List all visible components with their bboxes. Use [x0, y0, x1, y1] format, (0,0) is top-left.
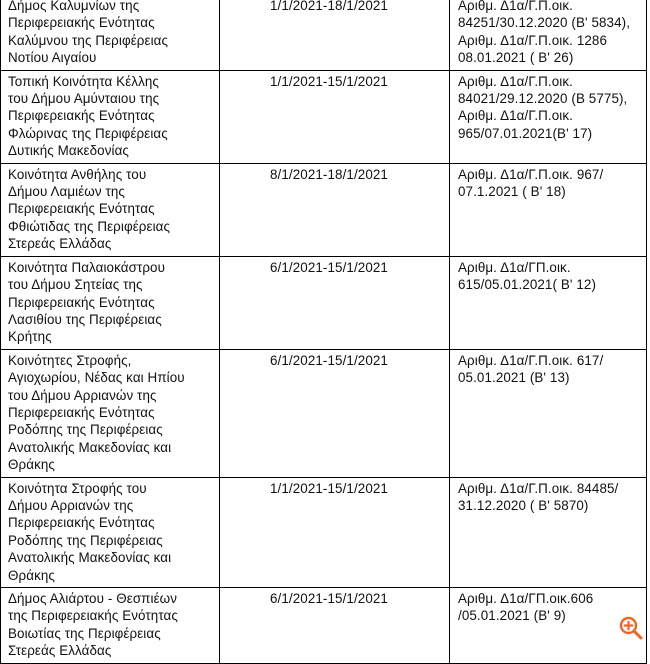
area-line: Κοινότητα Στροφής του — [8, 480, 147, 496]
reference-cell — [450, 477, 647, 587]
area-line: Περιφερειακής Ενότητας — [8, 404, 155, 420]
reference-line: 08.01.2021 ( Β' 26) — [458, 50, 574, 66]
reference-line: Αριθμ. Δ1α/Γ.Π.οικ. — [458, 0, 573, 13]
reference-line: /05.01.2021 (Β' 9) — [458, 608, 566, 624]
area-line: Κρήτης — [8, 329, 52, 345]
reference-cell — [450, 588, 647, 664]
area-line: Τοπική Κοινότητα Κέλλης — [8, 73, 159, 89]
period-text: 1/1/2021-18/1/2021 — [270, 0, 388, 13]
period-cell — [220, 70, 450, 163]
area-line: Λασιθίου της Περιφέρειας — [8, 311, 162, 327]
area-cell — [1, 0, 220, 70]
reference-line: 31.12.2020 ( Β' 5870) — [458, 497, 589, 513]
area-line: Ροδόπης της Περιφέρειας — [8, 532, 163, 548]
reference-cell — [450, 163, 647, 256]
area-line: Φθιώτιδας της Περιφέρειας — [8, 218, 171, 234]
area-line: Στερεάς Ελλάδας — [8, 236, 112, 252]
reference-cell — [450, 256, 647, 349]
period-cell — [220, 256, 450, 349]
area-cell — [1, 163, 220, 256]
area-cell — [1, 349, 220, 477]
table-row — [1, 256, 647, 349]
table-row — [1, 349, 647, 477]
reference-line: Αριθμ. Δ1α/Γ.Π.οικ. 1286 — [458, 32, 608, 48]
reference-cell — [450, 0, 647, 70]
table-row — [1, 588, 647, 664]
area-line: Περιφερειακής Ενότητας — [8, 515, 155, 531]
reference-line: Αριθμ. Δ1α/ΓΠ.οικ.606 — [458, 591, 594, 606]
reference-line: Αριθμ. Δ1α/Γ.Π.οικ. — [458, 108, 573, 124]
zoom-in-button[interactable] — [618, 615, 644, 641]
area-line: Κοινότητα Ανθήλης του — [8, 166, 147, 182]
area-cell — [1, 256, 220, 349]
table-row — [1, 0, 647, 70]
reference-line: 84021/29.12.2020 (Β 5775), — [458, 91, 628, 107]
table-row — [1, 70, 647, 163]
area-line: του Δήμου Αμύνταιου της — [8, 91, 160, 107]
reference-line: 615/05.01.2021( Β' 12) — [458, 277, 597, 293]
reference-line: Αριθμ. Δ1α/Γ.Π.οικ. 967/ — [458, 166, 604, 182]
table-row — [1, 477, 647, 587]
period-cell — [220, 477, 450, 587]
reference-line: 07.1.2021 ( Β' 18) — [458, 184, 566, 200]
period-text: 6/1/2021-15/1/2021 — [270, 352, 388, 368]
reference-line: Αριθμ. Δ1α/Γ.Π.οικ. — [458, 73, 573, 89]
reference-cell — [450, 70, 647, 163]
area-line: Αγιοχωρίου, Νέδας και Ηπίου — [8, 370, 185, 386]
table-row — [1, 163, 647, 256]
area-line: Ροδόπης της Περιφέρειας — [8, 422, 163, 438]
period-cell — [220, 163, 450, 256]
period-text: 6/1/2021-15/1/2021 — [270, 259, 388, 275]
reference-line: 05.01.2021 (Β' 13) — [458, 370, 570, 386]
area-line: Δήμος Αλιάρτου - Θεσπιέων — [8, 591, 178, 606]
reference-line: Αριθμ. Δ1α/Γ.Π.οικ. 617/ — [458, 352, 604, 368]
area-line: Περιφερειακής Ενότητας — [8, 294, 155, 310]
area-line: Στερεάς Ελλάδας — [8, 643, 112, 659]
area-line: Δήμος Καλυμνίων της — [8, 0, 140, 13]
area-line: Θράκης — [8, 457, 55, 473]
area-line: Περιφερειακής Ενότητας — [8, 108, 155, 124]
period-cell — [220, 0, 450, 70]
area-line: Κοινότητες Στροφής, — [8, 352, 132, 368]
area-line: Ανατολικής Μακεδονίας και — [8, 550, 172, 566]
area-cell — [1, 477, 220, 587]
area-cell — [1, 588, 220, 664]
area-line: Φλώρινας της Περιφέρειας — [8, 125, 168, 141]
area-line: Δυτικής Μακεδονίας — [8, 143, 129, 159]
area-line: Θράκης — [8, 567, 55, 583]
reference-cell — [450, 349, 647, 477]
area-line: Ανατολικής Μακεδονίας και — [8, 439, 172, 455]
area-line: της Περιφερειακής Ενότητας — [8, 608, 178, 624]
area-line: Περιφερειακής Ενότητας — [8, 201, 155, 217]
zoom-in-icon — [618, 615, 644, 641]
period-cell — [220, 349, 450, 477]
area-line: του Δήμου Σητείας της — [8, 277, 143, 293]
area-line: Κοινότητα Παλαιοκάστρου — [8, 259, 166, 275]
period-text: 6/1/2021-15/1/2021 — [270, 591, 388, 606]
period-text: 1/1/2021-15/1/2021 — [270, 480, 388, 496]
reference-line: 84251/30.12.2020 (Β' 5834), — [458, 15, 631, 31]
area-line: Δήμου Αρριανών της — [8, 497, 134, 513]
area-cell — [1, 70, 220, 163]
period-cell — [220, 588, 450, 664]
area-line: Καλύμνου της Περιφέρειας — [8, 32, 169, 48]
reference-line: Αριθμ. Δ1α/Γ.Π.οικ. 84485/ — [458, 480, 619, 496]
reference-line: 965/07.01.2021(Β' 17) — [458, 125, 593, 141]
area-line: Νοτίου Αιγαίου — [8, 50, 97, 66]
area-line: Δήμου Λαμιέων της — [8, 184, 125, 200]
period-text: 8/1/2021-18/1/2021 — [270, 166, 388, 182]
period-text: 1/1/2021-15/1/2021 — [270, 73, 388, 89]
reference-line: Αριθμ. Δ1α/ΓΠ.οικ. — [458, 259, 571, 275]
area-line: Βοιωτίας της Περιφέρειας — [8, 625, 161, 641]
area-line: του Δήμου Αρριανών της — [8, 387, 157, 403]
area-line: Περιφερειακής Ενότητας — [8, 15, 155, 31]
